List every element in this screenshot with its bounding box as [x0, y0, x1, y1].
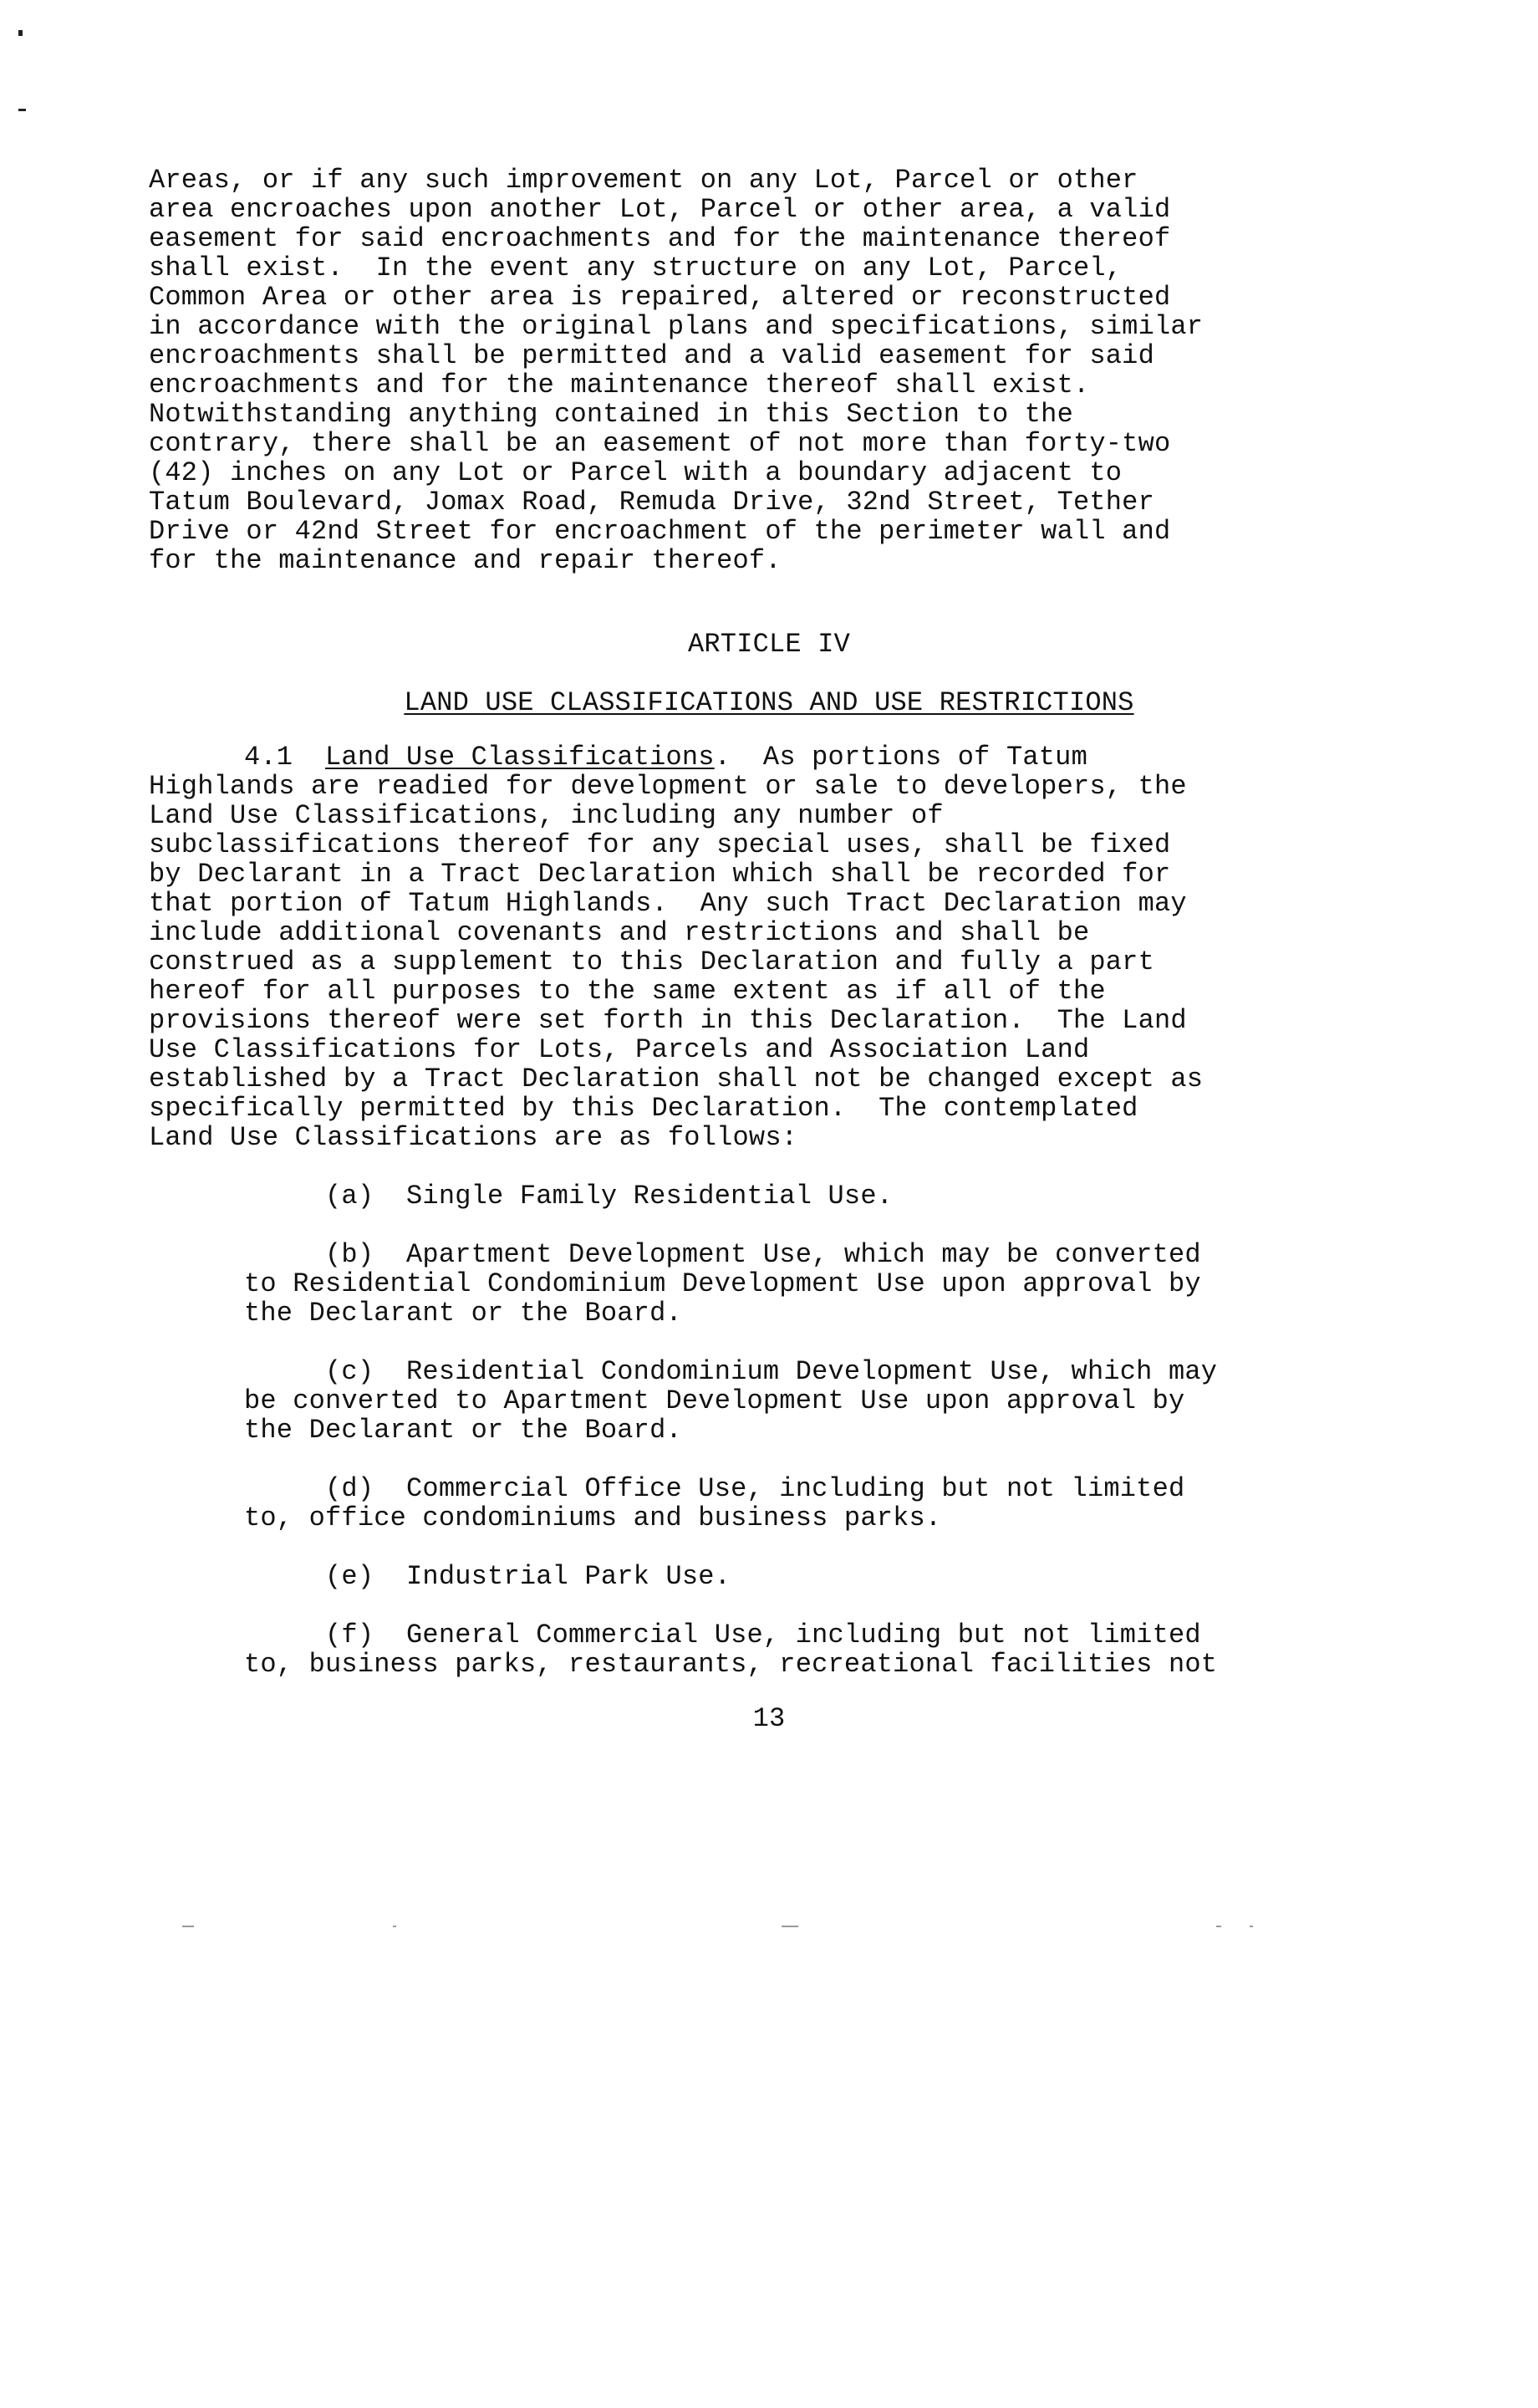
- scan-speck: [1250, 1926, 1253, 1927]
- list-item-b-line: to Residential Condominium Development Use upon approval by: [244, 1268, 1201, 1299]
- scan-speck: [18, 109, 26, 111]
- text-line: in accordance with the original plans and specifications, similar: [149, 311, 1204, 342]
- text-line: provisions thereof were set forth in this Declaration. The Land: [149, 1005, 1187, 1036]
- article-title: [0, 687, 1538, 718]
- page-number: 13: [752, 1703, 786, 1734]
- list-item-d-line: to, office condominiums and business parks.: [244, 1502, 942, 1533]
- text-line: Highlands are readied for development or sale to developers, the: [149, 771, 1187, 802]
- scan-speck: [393, 1926, 396, 1927]
- text-line: specifically permitted by this Declaration. The contemplated: [149, 1093, 1138, 1124]
- text-line: include additional covenants and restrictions and shall be: [149, 917, 1090, 948]
- list-item-f: (f) General Commercial Use, including but not limited: [244, 1620, 1201, 1650]
- text-line: area encroaches upon another Lot, Parcel or other area, a valid: [149, 194, 1171, 225]
- scan-speck: [182, 1926, 194, 1927]
- text-line: Common Area or other area is repaired, altered or reconstructed: [149, 282, 1171, 313]
- section-first-line: [244, 744, 1087, 771]
- list-item-b-line: the Declarant or the Board.: [244, 1298, 682, 1329]
- list-item-f-line: to, business parks, restaurants, recreational facilities not: [244, 1649, 1218, 1680]
- text-line: hereof for all purposes to the same extent as if all of the: [149, 976, 1106, 1007]
- text-line: easement for said encroachments and for the maintenance thereof: [149, 223, 1171, 254]
- text-line: Notwithstanding anything contained in this Section to the: [149, 399, 1073, 430]
- article-number: ARTICLE IV: [687, 629, 851, 660]
- section-number: 4.1: [244, 742, 293, 773]
- list-item-d: (d) Commercial Office Use, including but not limited: [244, 1473, 1185, 1504]
- list-item-b: (b) Apartment Development Use, which may be converted: [244, 1239, 1201, 1270]
- scan-speck: [1216, 1926, 1221, 1927]
- list-item-c-line: be converted to Apartment Development Use upon approval by: [244, 1385, 1185, 1416]
- list-item-e: (e) Industrial Park Use.: [244, 1561, 731, 1592]
- text-line: shall exist. In the event any structure on any Lot, Parcel,: [149, 253, 1123, 283]
- text-line: Land Use Classifications, including any number of: [149, 800, 944, 831]
- text-line: Land Use Classifications are as follows:: [149, 1122, 798, 1153]
- section-first-line-rest: . As portions of Tatum: [714, 742, 1087, 773]
- text-line: (42) inches on any Lot or Parcel with a boundary adjacent to: [149, 457, 1123, 488]
- text-line: Areas, or if any such improvement on any Lot, Parcel or other: [149, 165, 1138, 196]
- text-line: encroachments shall be permitted and a valid easement for said: [149, 340, 1154, 371]
- section-heading: Land Use Classifications: [325, 742, 715, 773]
- scan-speck: [782, 1926, 798, 1927]
- text-line: for the maintenance and repair thereof.: [149, 545, 782, 576]
- text-line: Use Classifications for Lots, Parcels and Association Land: [149, 1034, 1090, 1065]
- text-line: contrary, there shall be an easement of not more than forty-two: [149, 428, 1171, 459]
- text-line: by Declarant in a Tract Declaration which shall be recorded for: [149, 859, 1171, 890]
- list-item-a: (a) Single Family Residential Use.: [244, 1181, 894, 1212]
- scan-speck: [18, 30, 23, 36]
- list-item-c: (c) Residential Condominium Development Use, which may: [244, 1356, 1218, 1387]
- text-line: established by a Tract Declaration shall not be changed except as: [149, 1064, 1204, 1094]
- text-line: that portion of Tatum Highlands. Any such Tract Declaration may: [149, 888, 1187, 919]
- list-item-c-line: the Declarant or the Board.: [244, 1415, 682, 1446]
- text-line: Tatum Boulevard, Jomax Road, Remuda Drive, 32nd Street, Tether: [149, 487, 1154, 518]
- article-title-text: LAND USE CLASSIFICATIONS AND USE RESTRICTIONS: [404, 687, 1134, 718]
- text-line: subclassifications thereof for any special uses, shall be fixed: [149, 829, 1171, 860]
- text-line: Drive or 42nd Street for encroachment of the perimeter wall and: [149, 516, 1171, 547]
- text-line: construed as a supplement to this Declaration and fully a part: [149, 946, 1154, 977]
- text-line: encroachments and for the maintenance thereof shall exist.: [149, 370, 1090, 400]
